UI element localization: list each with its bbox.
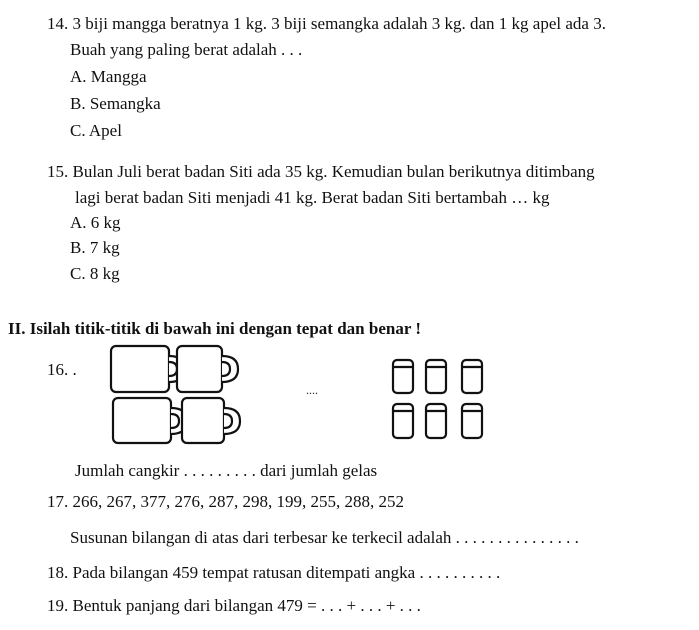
q15-option-c: C. 8 kg <box>70 264 120 283</box>
q16-blank-dots: .... <box>306 383 318 397</box>
q19-question: 19. Bentuk panjang dari bilangan 479 = . . . + . . . + . . . <box>47 596 421 615</box>
q14-option-c: C. Apel <box>70 121 122 140</box>
glass-icon <box>393 360 413 393</box>
q16-caption: Jumlah cangkir . . . . . . . . . dari jumlah gelas <box>75 461 378 480</box>
glass-icon <box>462 360 482 393</box>
glass-icon <box>426 360 446 393</box>
q14-option-b: B. Semangka <box>70 94 161 113</box>
q14-question-cont: Buah yang paling berat adalah . . . <box>70 40 303 59</box>
section-heading: II. Isilah titik-titik di bawah ini dengan tepat dan benar ! <box>8 319 421 338</box>
glass-icon <box>462 404 482 438</box>
q17-numbers: 17. 266, 267, 377, 276, 287, 298, 199, 255, 288, 252 <box>47 492 404 511</box>
q15-option-a: A. 6 kg <box>70 213 121 232</box>
q16-number: 16. . <box>47 360 77 379</box>
q15-question: 15. Bulan Juli berat badan Siti ada 35 kg. Kemudian bulan berikutnya ditimbang <box>47 162 595 181</box>
glass-icon <box>426 404 446 438</box>
cup-icon <box>177 346 238 392</box>
q14-option-a: A. Mangga <box>70 67 147 86</box>
q17-question: Susunan bilangan di atas dari terbesar ke terkecil adalah . . . . . . . . . . . . . . . <box>70 528 579 547</box>
q14-question: 14. 3 biji mangga beratnya 1 kg. 3 biji semangka adalah 3 kg. dan 1 kg apel ada 3. <box>47 14 606 33</box>
cup-icon <box>113 398 187 443</box>
glass-icon <box>393 404 413 438</box>
glasses-illustration <box>393 360 482 438</box>
q15-question-cont: lagi berat badan Siti menjadi 41 kg. Berat badan Siti bertambah … kg <box>75 188 550 207</box>
cup-icon <box>111 346 185 392</box>
cup-icon <box>182 398 240 443</box>
q18-question: 18. Pada bilangan 459 tempat ratusan ditempati angka . . . . . . . . . . <box>47 563 501 582</box>
q15-option-b: B. 7 kg <box>70 238 120 257</box>
